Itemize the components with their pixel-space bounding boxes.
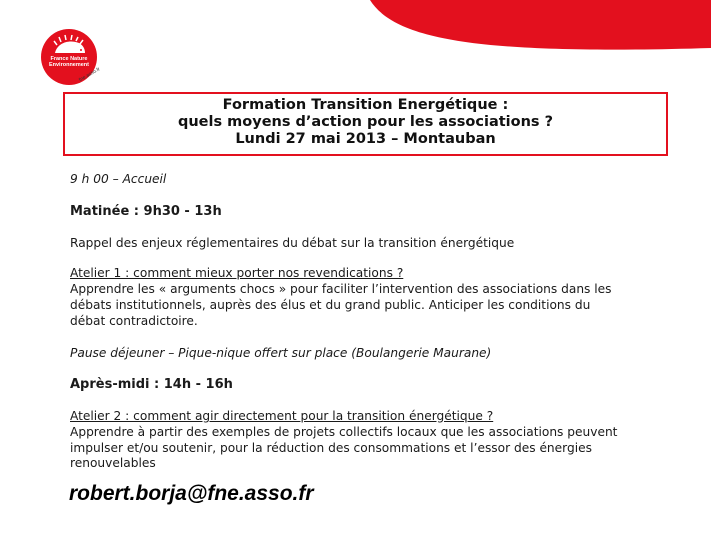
workshop2-line-1: Apprendre à partir des exemples de projets collectifs locaux que les associations peuvent — [70, 425, 618, 439]
workshop1-title: Atelier 1 : comment mieux porter nos revendications ? — [70, 266, 404, 280]
logo-text-line1: France Nature — [50, 56, 88, 62]
agenda-lunch: Pause déjeuner – Pique-nique offert sur place (Boulangerie Maurane) — [70, 346, 492, 360]
title-box — [63, 92, 668, 156]
header-swoosh-decoration — [0, 0, 711, 90]
workshop1-line-2: débats institutionnels, auprès des élus et du grand public. Anticiper les conditions du — [70, 298, 591, 312]
agenda-welcome: 9 h 00 – Accueil — [70, 172, 167, 186]
workshop2-title: Atelier 2 : comment agir directement pour la transition énergétique ? — [70, 409, 494, 423]
title-line-2: quels moyens d’action pour les associations ? — [177, 114, 554, 130]
agenda-morning-heading: Matinée : 9h30 - 13h — [70, 204, 222, 219]
workshop1-line-3: débat contradictoire. — [70, 314, 198, 328]
workshop2-line-2: impulser et/ou soutenir, pour la réduction des consommations et l’essor des énergies — [70, 441, 592, 455]
logo-website: fne.asso.fr — [78, 66, 102, 84]
workshop2-line-3: renouvelables — [70, 456, 156, 470]
logo-text-line2: Environnement — [48, 62, 90, 68]
workshop1-line-1: Apprendre les « arguments chocs » pour faciliter l’intervention des associations dans les — [70, 282, 612, 296]
agenda-reminder: Rappel des enjeux réglementaires du débat sur la transition énergétique — [70, 236, 515, 250]
title-line-1: Formation Transition Energétique : — [222, 97, 509, 113]
contact-email[interactable]: robert.borja@fne.asso.fr — [69, 482, 314, 505]
agenda-afternoon-heading: Après-midi : 14h - 16h — [70, 377, 233, 392]
title-line-3: Lundi 27 mai 2013 – Montauban — [235, 131, 496, 147]
